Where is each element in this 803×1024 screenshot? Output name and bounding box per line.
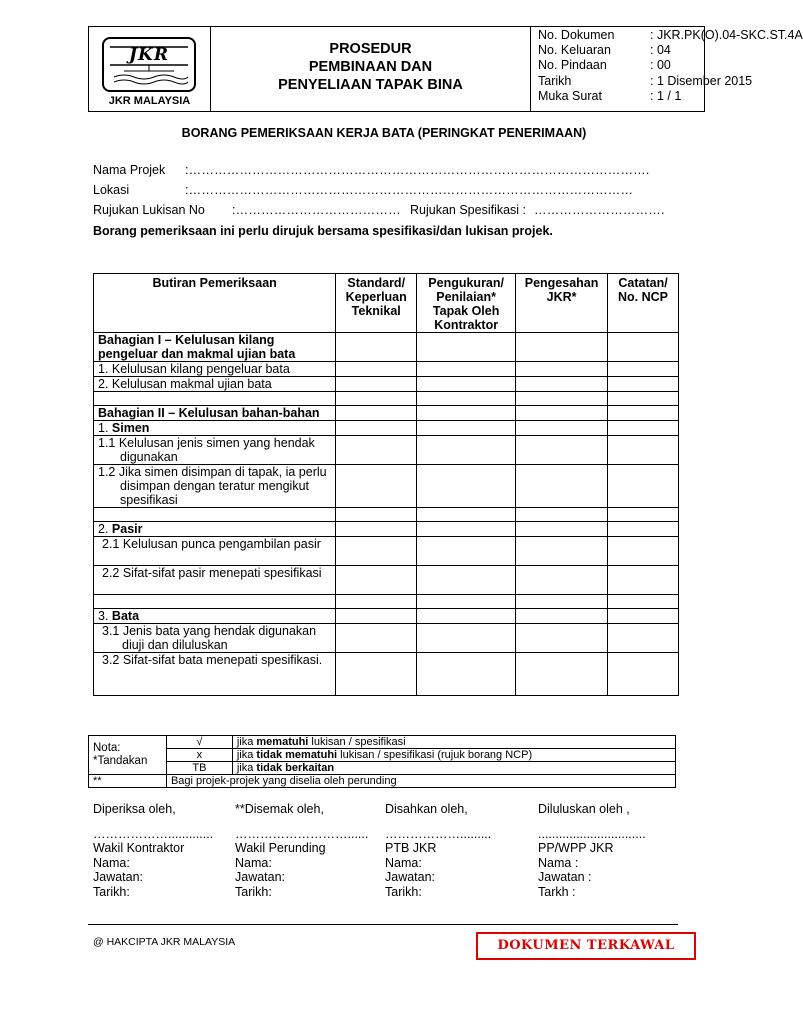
- note-symbol: **: [89, 775, 167, 788]
- table-row: [94, 522, 679, 537]
- header-pengesahan: Pengesahan JKR*: [516, 274, 608, 333]
- table-row: [94, 624, 679, 653]
- label-rujukan-lukisan: Rujukan Lukisan No: [93, 203, 205, 217]
- meta-row: No. Pindaan : 00: [538, 58, 671, 72]
- section-1-heading: Bahagian I – Kelulusan kilang pengeluar dan makmal ujian bata: [94, 333, 336, 362]
- table-row-blank: [94, 508, 679, 522]
- table-row: [94, 333, 679, 362]
- item-text: 2.2 Sifat-sifat pasir menepati spesifikasi: [94, 566, 336, 595]
- inspection-table: [93, 273, 679, 696]
- notes-table: [88, 735, 676, 788]
- field-rujukan-lukisan[interactable]: :…………………………………: [232, 203, 401, 217]
- document-header: [88, 26, 803, 112]
- note-text: jika mematuhi lukisan / spesifikasi: [232, 736, 675, 749]
- table-row: [94, 537, 679, 566]
- note-text: jika tidak mematuhi lukisan / spesifikasi (rujuk borang NCP): [232, 749, 675, 762]
- meta-row: Tarikh : 1 Disember 2015: [538, 74, 753, 88]
- logo-cell: [89, 27, 211, 111]
- signature-block-consultant: **Disemak oleh, ………………………...... Wakil Perunding Nama: Jawatan: Tarikh:: [235, 802, 369, 899]
- instruction-text: Borang pemeriksaan ini perlu dirujuk bersama spesifikasi/dan lukisan projek.: [93, 224, 553, 238]
- field-lokasi[interactable]: :……………………………………………………………………………………………: [185, 183, 634, 197]
- signature-line[interactable]: ………………………......: [235, 826, 369, 841]
- item-text: 1. Kelulusan kilang pengeluar bata: [94, 362, 336, 377]
- item-text: 2.1 Kelulusan punca pengambilan pasir: [94, 537, 336, 566]
- table-row: [94, 566, 679, 595]
- title-line-2: PEMBINAAN DAN: [308, 59, 433, 75]
- field-rujukan-spesifikasi[interactable]: ………………………….: [534, 203, 665, 217]
- table-row: [94, 653, 679, 696]
- note-row: [89, 736, 676, 749]
- note-row: [89, 775, 676, 788]
- note-symbol: x: [166, 749, 232, 762]
- item-text: 2. Kelulusan makmal ujian bata: [94, 377, 336, 392]
- table-row-blank: [94, 392, 679, 406]
- signature-block-ptb: Disahkan oleh, ………………......... PTB JKR Nama: Jawatan: Tarikh:: [385, 802, 492, 899]
- label-lokasi: Lokasi: [93, 183, 130, 197]
- org-name: JKR MALAYSIA: [108, 95, 191, 107]
- controlled-document-stamp: DOKUMEN TERKAWAL: [476, 932, 696, 960]
- title-line-1: PROSEDUR: [329, 41, 412, 57]
- note-label: Nota: *Tandakan: [89, 736, 167, 775]
- header-pengukuran: Pengukuran/ Penilaian* Tapak Oleh Kontraktor: [417, 274, 516, 333]
- signature-block-pp: Diluluskan oleh , ............................... PP/WPP JKR Nama : Jawatan : Tarkh :: [538, 802, 646, 899]
- signature-block-contractor: Diperiksa oleh, ………………............. Wakil Kontraktor Nama: Jawatan: Tarikh:: [93, 802, 214, 899]
- document-meta: [532, 27, 803, 111]
- note-symbol: TB: [166, 762, 232, 775]
- jkr-logo: [102, 37, 196, 92]
- table-row-blank: [94, 595, 679, 609]
- table-row: [94, 609, 679, 624]
- logo-text: JKR: [129, 45, 169, 65]
- item-text: 3.2 Sifat-sifat bata menepati spesifikasi.: [94, 653, 336, 696]
- signature-line[interactable]: ...............................: [538, 826, 646, 841]
- label-rujukan-spesifikasi: Rujukan Spesifikasi :: [410, 203, 527, 217]
- note-text: jika tidak berkaitan: [232, 762, 675, 775]
- item-text: 1.2 Jika simen disimpan di tapak, ia perlu disimpan dengan teratur mengikut spesifikasi: [94, 465, 336, 508]
- header-standard: Standard/ Keperluan Teknikal: [336, 274, 417, 333]
- header-catatan: Catatan/ No. NCP: [608, 274, 679, 333]
- subsection-pasir: 2. Pasir: [94, 522, 336, 537]
- meta-row: No. Dokumen : JKR.PK(O).04-SKC.ST.4A: [538, 28, 803, 42]
- note-symbol: √: [166, 736, 232, 749]
- table-row: [94, 465, 679, 508]
- subsection-bata: 3. Bata: [94, 609, 336, 624]
- table-row: [94, 421, 679, 436]
- subsection-simen: 1. Simen: [94, 421, 336, 436]
- meta-row: Muka Surat : 1 / 1: [538, 89, 682, 103]
- copyright-text: @ HAKCIPTA JKR MALAYSIA: [93, 936, 236, 948]
- field-nama-projek[interactable]: :……………………………………………………………………………………………….: [185, 163, 650, 177]
- title-line-3: PENYELIAAN TAPAK BINA: [278, 77, 463, 93]
- table-row: [94, 436, 679, 465]
- note-row: [89, 749, 676, 762]
- table-row: [94, 377, 679, 392]
- table-row: [94, 362, 679, 377]
- signature-line[interactable]: ……………….............: [93, 826, 214, 841]
- note-row: [89, 762, 676, 775]
- meta-row: No. Keluaran : 04: [538, 43, 671, 57]
- header-butiran: Butiran Pemeriksaan: [94, 274, 336, 333]
- table-row: [94, 406, 679, 421]
- form-title: BORANG PEMERIKSAAN KERJA BATA (PERINGKAT PENERIMAAN): [181, 126, 587, 140]
- document-title: [211, 27, 531, 111]
- note-text: Bagi projek-projek yang diselia oleh perunding: [166, 775, 675, 788]
- label-nama-projek: Nama Projek: [93, 163, 166, 177]
- item-text: 1.1 Kelulusan jenis simen yang hendak digunakan: [94, 436, 336, 465]
- signature-line[interactable]: ……………….........: [385, 826, 492, 841]
- item-text: 3.1 Jenis bata yang hendak digunakan diuji dan diluluskan: [94, 624, 336, 653]
- footer-divider: [88, 924, 678, 925]
- section-2-heading: Bahagian II – Kelulusan bahan-bahan: [94, 406, 336, 421]
- table-header: [94, 274, 679, 333]
